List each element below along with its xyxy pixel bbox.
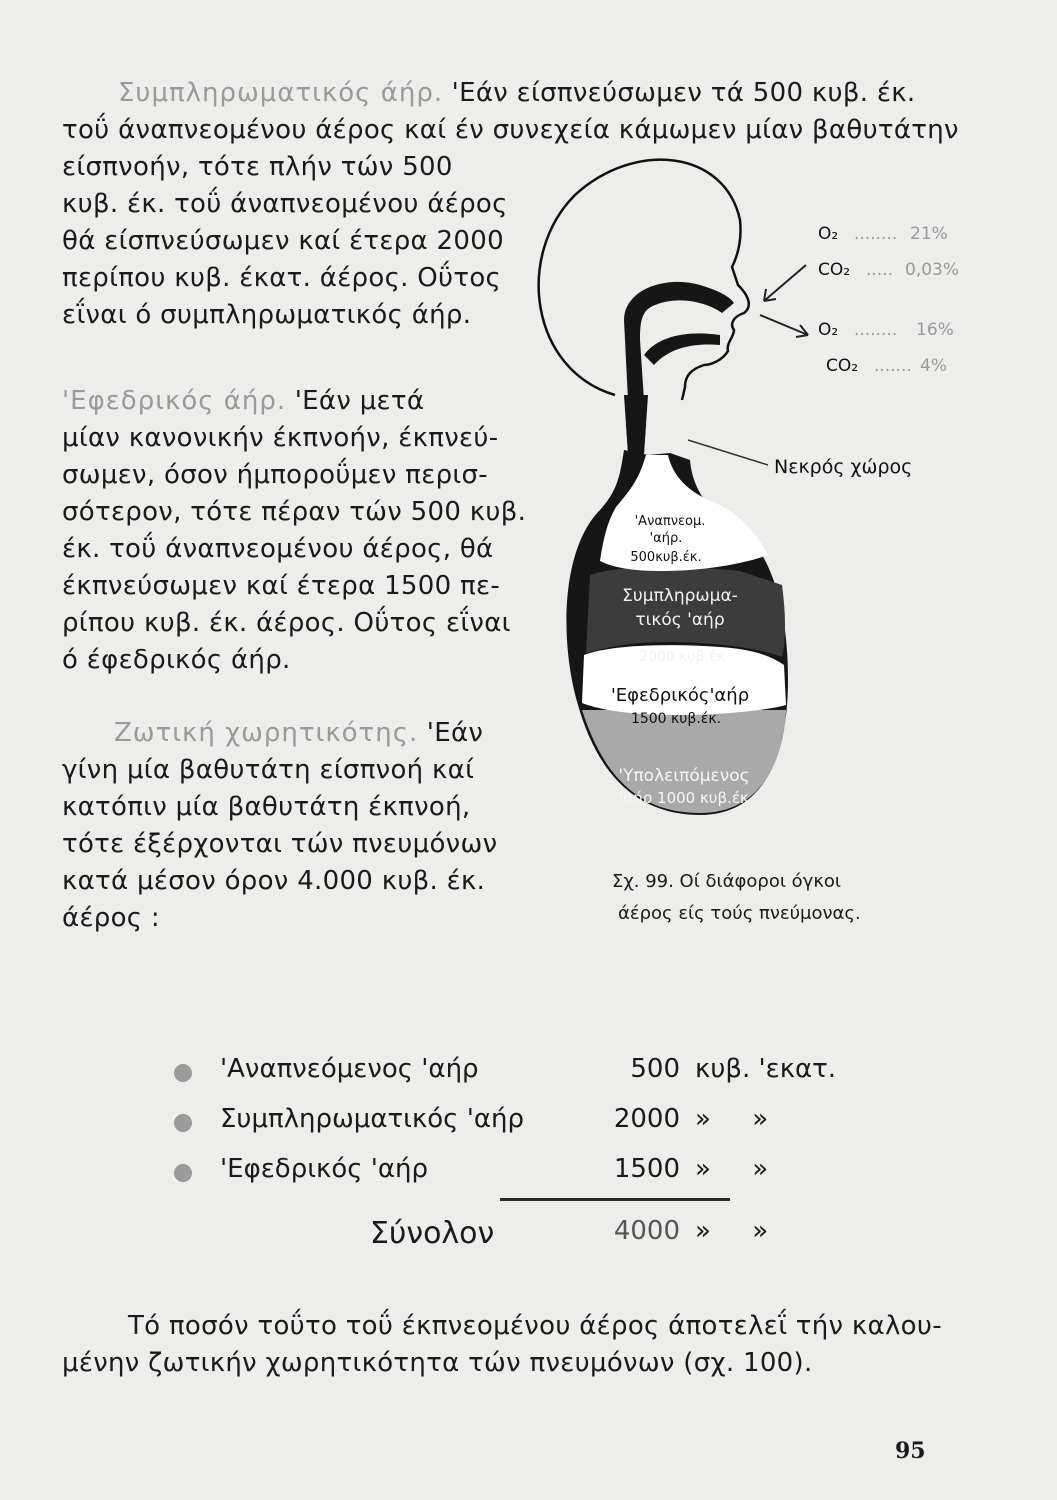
- paragraph-line: εΐναι ό συμπληρωματικός άήρ.: [62, 300, 472, 330]
- dead-space-pointer-icon: [688, 440, 768, 465]
- inhaled-co2-label: CO₂: [818, 260, 851, 280]
- paragraph-line: μένην ζωτικήν χωρητικότητα τών πνευμόνων (σχ. 100).: [62, 1348, 813, 1378]
- paragraph-line: τότε έξέρχονται τών πνευμόνων: [62, 829, 498, 859]
- paragraph-line: Συμπληρωματικός άήρ. 'Εάν είσπνεύσωμεν τά 500 κυβ. έκ.: [118, 78, 916, 108]
- exhaled-o2-label: O₂: [818, 320, 839, 340]
- inhaled-o2-value: 21%: [910, 224, 948, 244]
- tidal-zone-label: 500κυβ.έκ.: [630, 550, 702, 565]
- paragraph-line: κατά μέσον όρον 4.000 κυβ. έκ.: [62, 866, 486, 896]
- bullet-icon: [174, 1064, 192, 1082]
- paragraph-line: Τό ποσόν τοΰτο τοΰ έκπνεομένου άέρος άποτελεΐ τήν καλου-: [128, 1311, 942, 1341]
- bullet-icon: [174, 1114, 192, 1132]
- exhaled-co2-label: CO₂: [826, 356, 859, 376]
- complemental-zone-value: 2000 κυβ.έκ: [639, 649, 725, 665]
- summary-total-unit: » »: [695, 1216, 769, 1246]
- summary-row-unit: κυβ. 'εκατ.: [695, 1054, 837, 1084]
- paragraph-vital-capacity: [62, 715, 497, 937]
- paragraph-line: θά είσπνεύσωμεν καί έτερα 2000: [62, 226, 504, 256]
- summary-row: [150, 1150, 930, 1196]
- inhaled-co2-value: 0,03%: [905, 260, 960, 280]
- summary-row-unit: » »: [695, 1154, 769, 1184]
- paragraph-line: έκ. τοΰ άναπνεομένου άέρος, θά: [62, 534, 494, 564]
- paragraph-line: γίνη μία βαθυτάτη είσπνοή καί: [62, 755, 475, 785]
- head-outline-icon: [539, 160, 749, 400]
- summary-row-value: 2000: [613, 1104, 680, 1134]
- paragraph-line: τοΰ άναπνεομένου άέρος καί έν συνεχεία κάμωμεν μίαν βαθυτάτην: [62, 115, 959, 145]
- residual-zone-label: 'Υπολειπόμενος: [618, 766, 750, 786]
- dead-space-label: Νεκρός χώρος: [774, 456, 913, 478]
- exhaled-co2-value: 4%: [920, 356, 947, 376]
- paragraph-line: κυβ. έκ. τοΰ άναπνεομένου άέρος: [62, 189, 508, 219]
- lung-volumes-diagram: [520, 125, 1000, 845]
- paragraph-heading: Συμπληρωματικός άήρ.: [118, 78, 444, 108]
- paragraph-heading: Ζωτική χωρητικότης.: [114, 718, 419, 748]
- lung-volumes-figure: [520, 125, 1000, 845]
- leader-dots: .......: [874, 356, 912, 376]
- summary-total-value: 4000: [613, 1216, 680, 1246]
- paragraph-heading: 'Εφεδρικός άήρ.: [62, 386, 287, 416]
- reserve-zone-label: 'Εφεδρικός'αήρ: [610, 685, 750, 706]
- tidal-zone-label: 'Αναπνεομ.: [634, 514, 706, 529]
- bullet-icon: [174, 1164, 192, 1182]
- paragraph-line: 'Εφεδρικός άήρ. 'Εάν μετά: [62, 386, 425, 416]
- air-volumes-summary: [150, 1050, 930, 1260]
- inhale-arrow-icon: [764, 265, 806, 301]
- paragraph-line: περίπου κυβ. έκατ. άέρος. Οΰτος: [62, 263, 502, 293]
- caption-line: Σχ. 99. Οί διάφοροι όγκοι: [612, 871, 842, 892]
- summary-total-row: [150, 1212, 930, 1258]
- exhaled-o2-value: 16%: [916, 320, 954, 340]
- paragraph-line: μίαν κανονικήν έκπνοήν, έκπνεύ-: [62, 423, 499, 453]
- paragraph-line: σότερον, τότε πέραν τών 500 κυβ.: [62, 497, 527, 527]
- paragraph-line: ό έφεδρικός άήρ.: [62, 645, 291, 675]
- leader-dots: ........: [854, 224, 898, 244]
- summary-row-name: 'Αναπνεόμενος 'αήρ: [220, 1054, 479, 1084]
- figure-caption: [612, 866, 861, 930]
- paragraph-line: σωμεν, όσον ήμποροΰμεν περισ-: [62, 460, 488, 490]
- paragraph-complemental-air: [118, 75, 915, 112]
- complemental-zone-label: Συμπληρωμα-: [622, 586, 738, 606]
- summary-row-name: 'Εφεδρικός 'αήρ: [220, 1154, 429, 1184]
- summary-row-value: 500: [630, 1054, 680, 1084]
- paragraph-line: άέρος :: [62, 903, 160, 933]
- reserve-zone-value: 1500 κυβ.έκ.: [630, 711, 722, 727]
- summary-row: [150, 1050, 930, 1096]
- airway-oral-icon: [644, 333, 720, 365]
- paragraph-closing: [62, 1308, 942, 1382]
- paragraph-line: είσπνοήν, τότε πλήν τών 500: [62, 152, 453, 182]
- leader-dots: .....: [866, 260, 894, 280]
- summary-total-name: Σύνολον: [370, 1216, 495, 1251]
- paragraph-line: Ζωτική χωρητικότης. 'Εάν: [114, 718, 484, 748]
- page-number: 95: [895, 1438, 926, 1464]
- paragraph-line: κατόπιν μία βαθυτάτη έκπνοή,: [62, 792, 471, 822]
- inhaled-o2-label: O₂: [818, 224, 839, 244]
- summary-row: [150, 1100, 930, 1146]
- trachea-icon: [624, 395, 648, 455]
- sum-rule: [500, 1198, 730, 1201]
- complemental-zone-label: τικός 'αήρ: [635, 610, 725, 630]
- paragraph-line: ρίπου κυβ. έκ. άέρος. Οΰτος εΐναι: [62, 608, 511, 638]
- summary-row-value: 1500: [613, 1154, 680, 1184]
- leader-dots: ........: [854, 320, 898, 340]
- caption-line: άέρος είς τούς πνεύμονας.: [618, 903, 861, 924]
- tidal-zone-label: 'αήρ.: [649, 531, 683, 546]
- residual-zone-value: 'αήρ 1000 κυβ.έκ: [619, 789, 749, 807]
- paragraph-line: έκπνεύσωμεν καί έτερα 1500 πε-: [62, 571, 500, 601]
- summary-row-unit: » »: [695, 1104, 769, 1134]
- summary-row-name: Συμπληρωματικός 'αήρ: [220, 1104, 524, 1134]
- paragraph-reserve-air: [62, 383, 526, 679]
